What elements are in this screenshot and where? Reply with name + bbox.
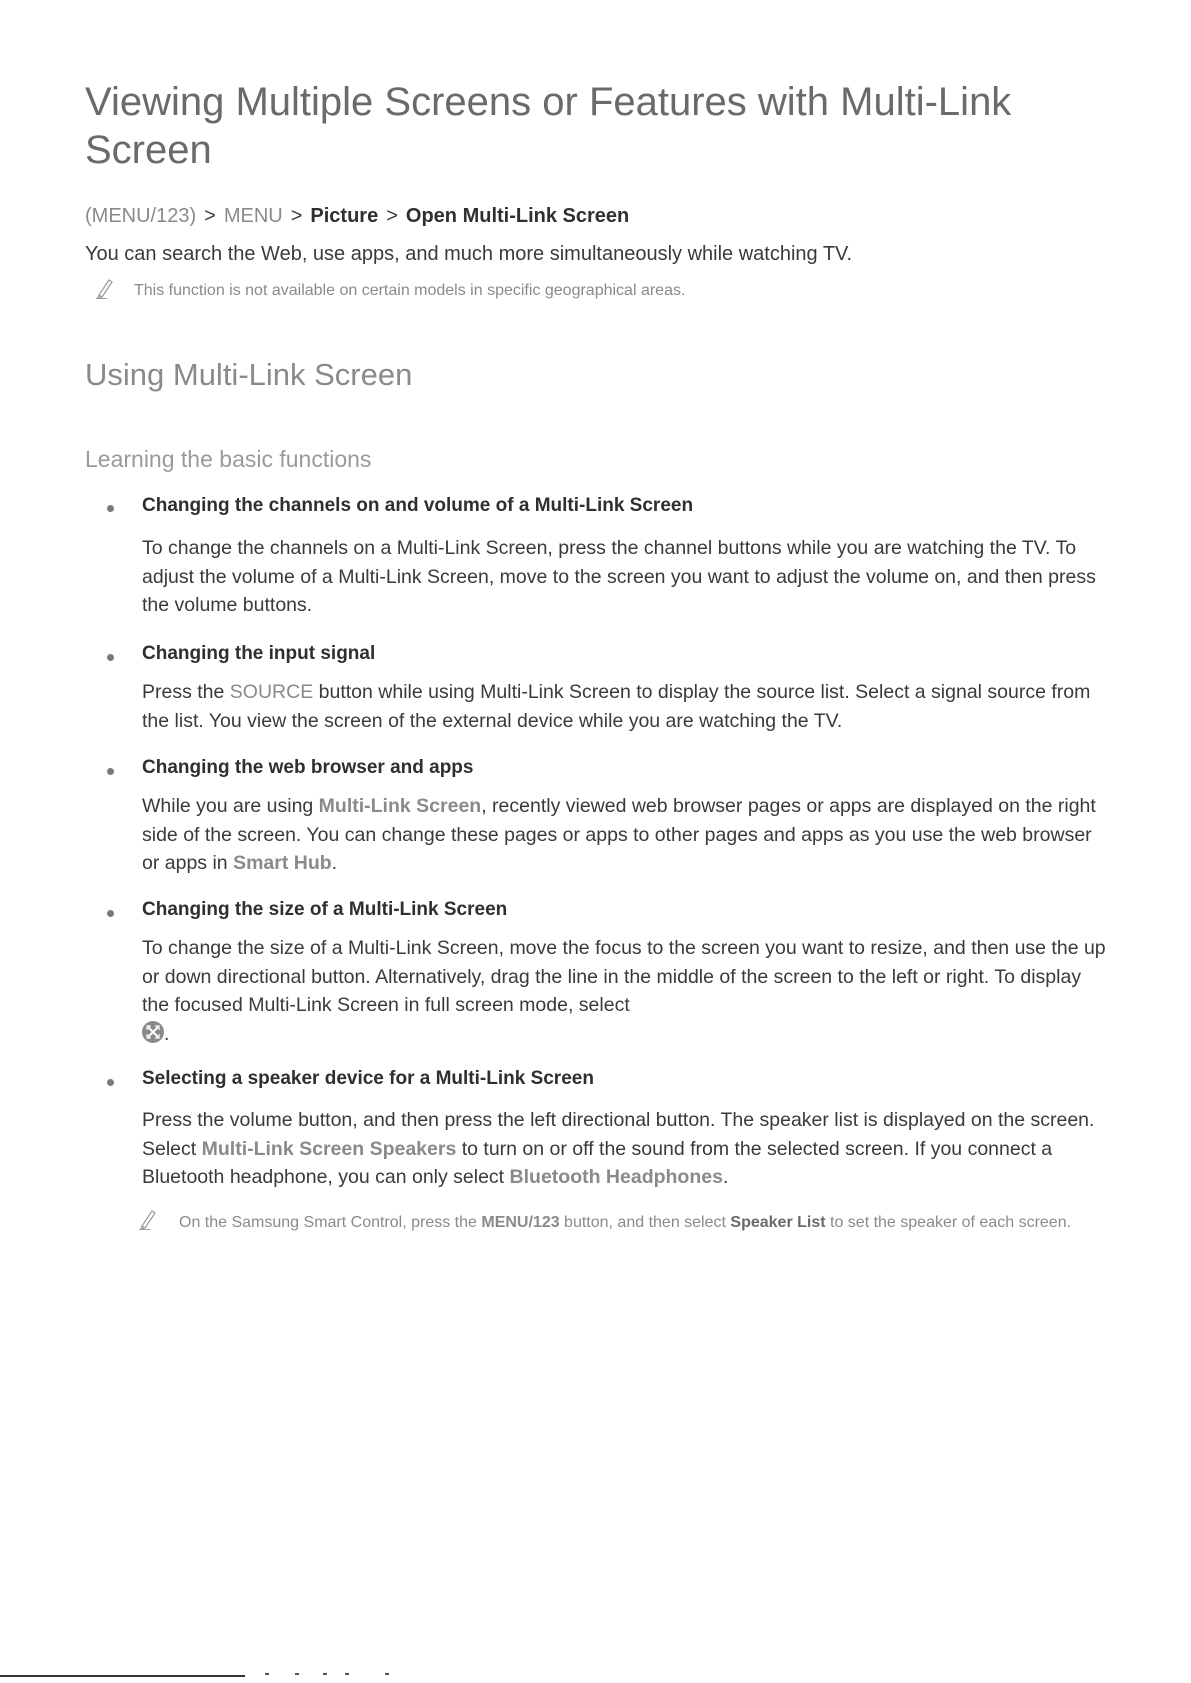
- source-button-label: SOURCE: [229, 681, 314, 703]
- bullet-marker: [107, 654, 114, 661]
- bullet-title: Changing the size of a Multi-Link Screen: [142, 899, 508, 920]
- breadcrumb-separator: >: [386, 205, 398, 227]
- bullet-body-text: While you are using: [142, 795, 319, 817]
- bullet-body-text: button while using Multi-Link Screen to display the source list. Select a signal source from the list. You view the screen of the external device while you are watching the TV.: [142, 681, 1091, 732]
- bullet-body-text: to turn on or off the sound from the selected screen. If you connect a Bluetooth headphone, you can only select: [142, 1137, 1053, 1188]
- note-text-part: button, and then select: [559, 1214, 731, 1231]
- page-title: Viewing Multiple Screens or Features with Multi-Link Screen: [85, 80, 1012, 172]
- bullet-marker: [107, 768, 114, 775]
- bullet-marker: [107, 1079, 114, 1086]
- fullscreen-icon: [142, 1021, 164, 1043]
- bullet-body: [142, 792, 1112, 878]
- bluetooth-headphones-label: Bluetooth Headphones: [509, 1166, 723, 1188]
- intro-text: You can search the Web, use apps, and much more simultaneously while watching TV.: [85, 243, 853, 265]
- bullet-body-text: Press the: [142, 681, 230, 703]
- breadcrumb-menu: MENU: [223, 205, 283, 227]
- note-text: [179, 1211, 1099, 1235]
- note-text-part: On the Samsung Smart Control, press the: [179, 1214, 482, 1231]
- bullet-body-text: , recently viewed web browser pages or apps are displayed on the right side of the screen. You can change these pages or apps to other pages and apps as you use the web browser or apps in: [142, 795, 1096, 874]
- footer-marks: [265, 1672, 405, 1676]
- multi-link-speakers-label: Multi-Link Screen Speakers: [201, 1137, 457, 1160]
- breadcrumb-separator: >: [204, 205, 216, 227]
- bullet-body-text: .: [164, 1022, 170, 1045]
- multi-link-screen-label: Multi-Link Screen: [318, 795, 482, 817]
- note-text: This function is not available on certain models in specific geographical areas.: [134, 282, 686, 299]
- bullet-body-text: To change the size of a Multi-Link Screen, move the focus to the screen you want to resize, and then use the up or down directional button. Alternatively, drag the line in the middle of the screen to the left or right. To display the focused Multi-Link Screen in full screen mode, select: [142, 937, 1106, 1016]
- bullet-body: [142, 934, 1112, 1048]
- bullet-marker: [107, 505, 114, 512]
- pencil-note-icon: [95, 277, 115, 299]
- bullet-body: [142, 678, 1112, 735]
- section-title: Using Multi-Link Screen: [85, 357, 413, 392]
- bullet-body-text: Press the volume button, and then press the left directional button. The speaker list is displayed on the screen. Select: [142, 1109, 1095, 1160]
- subsection-title: Learning the basic functions: [85, 446, 372, 472]
- bullet-title: Changing the web browser and apps: [142, 757, 474, 778]
- speaker-list-label: Speaker List: [730, 1214, 826, 1231]
- bullet-body: [142, 1106, 1112, 1192]
- menu123-button-label: MENU/123: [481, 1214, 560, 1231]
- footer-rule: [0, 1675, 245, 1677]
- bullet-marker: [107, 910, 114, 917]
- pencil-note-icon: [138, 1208, 158, 1230]
- breadcrumb-separator: >: [290, 205, 303, 227]
- bullet-body-text: .: [331, 852, 338, 874]
- bullet-title: Selecting a speaker device for a Multi-Link Screen: [142, 1068, 594, 1089]
- smart-hub-label: Smart Hub: [233, 852, 332, 874]
- bullet-title: Changing the input signal: [142, 643, 376, 664]
- bullet-body: To change the channels on a Multi-Link Screen, press the channel buttons while you are watching the TV. To adjust the volume of a Multi-Link Screen, move to the screen you want to adjust the volume on, and then press the volume buttons.: [142, 537, 1096, 616]
- breadcrumb-picture: Picture: [310, 205, 379, 227]
- breadcrumb-menu123: (MENU/123): [85, 205, 197, 227]
- breadcrumb: [85, 203, 629, 229]
- bullet-body-text: .: [722, 1166, 729, 1188]
- note-text-part: to set the speaker of each screen.: [825, 1214, 1072, 1231]
- bullet-title: Changing the channels on and volume of a Multi-Link Screen: [142, 495, 694, 516]
- breadcrumb-item: Open Multi-Link Screen: [405, 205, 630, 227]
